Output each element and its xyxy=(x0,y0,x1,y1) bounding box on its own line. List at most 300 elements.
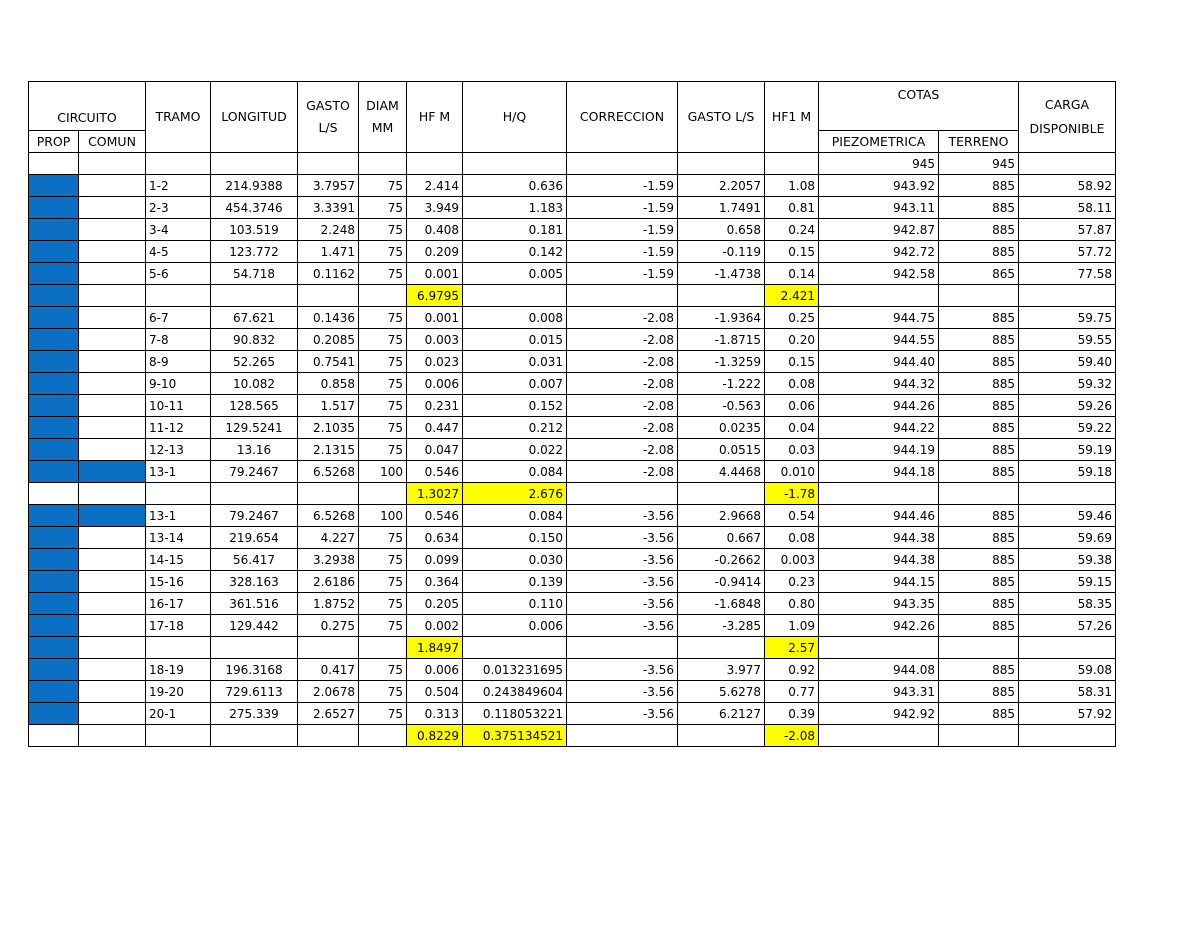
cell-comun xyxy=(79,263,146,285)
header-cotas: COTAS xyxy=(819,82,1019,131)
cell-tramo xyxy=(146,285,211,307)
cell-diam xyxy=(359,725,407,747)
cell-hfm: 0.504 xyxy=(407,681,463,703)
cell-hfm: 0.001 xyxy=(407,263,463,285)
cell-gasto: 0.275 xyxy=(298,615,359,637)
cell-comun xyxy=(79,417,146,439)
cell-gasto xyxy=(298,285,359,307)
cell-terreno: 885 xyxy=(939,681,1019,703)
cell-correccion: -2.08 xyxy=(567,329,678,351)
cell-diam xyxy=(359,483,407,505)
cell-gasto-ls: 3.977 xyxy=(678,659,765,681)
cell-piezometrica: 943.11 xyxy=(819,197,939,219)
cell-gasto: 1.517 xyxy=(298,395,359,417)
cell-carga: 59.15 xyxy=(1019,571,1116,593)
cell-correccion: -3.56 xyxy=(567,527,678,549)
cell-diam: 75 xyxy=(359,549,407,571)
cell-hq: 0.118053221 xyxy=(463,703,567,725)
cell-hf1m xyxy=(765,153,819,175)
cell-longitud: 129.442 xyxy=(211,615,298,637)
cell-gasto: 0.1436 xyxy=(298,307,359,329)
cell-piezometrica: 942.92 xyxy=(819,703,939,725)
cell-gasto-ls: 0.0235 xyxy=(678,417,765,439)
cell-diam: 75 xyxy=(359,263,407,285)
cell-gasto: 2.1315 xyxy=(298,439,359,461)
cell-tramo: 8-9 xyxy=(146,351,211,373)
cell-terreno: 885 xyxy=(939,615,1019,637)
cell-hq: 0.150 xyxy=(463,527,567,549)
cell-comun xyxy=(79,241,146,263)
cell-longitud: 52.265 xyxy=(211,351,298,373)
cell-longitud xyxy=(211,483,298,505)
cell-terreno: 885 xyxy=(939,197,1019,219)
cell-piezometrica: 944.38 xyxy=(819,549,939,571)
cell-gasto: 0.7541 xyxy=(298,351,359,373)
cell-correccion: -3.56 xyxy=(567,681,678,703)
table-row xyxy=(29,703,1116,725)
cell-carga xyxy=(1019,153,1116,175)
cell-comun xyxy=(79,681,146,703)
cell-hq: 0.013231695 xyxy=(463,659,567,681)
header-disponible-label: DISPONIBLE xyxy=(1029,121,1105,136)
cell-gasto: 0.858 xyxy=(298,373,359,395)
header-gasto xyxy=(298,82,359,153)
table-row xyxy=(29,351,1116,373)
cell-gasto-ls xyxy=(678,483,765,505)
cell-longitud: 275.339 xyxy=(211,703,298,725)
cell-longitud: 54.718 xyxy=(211,263,298,285)
table-row xyxy=(29,681,1116,703)
cell-hq: 0.015 xyxy=(463,329,567,351)
cell-diam: 75 xyxy=(359,417,407,439)
cell-hf1m: 0.77 xyxy=(765,681,819,703)
cell-diam: 75 xyxy=(359,241,407,263)
cell-gasto: 2.6186 xyxy=(298,571,359,593)
cell-comun xyxy=(79,659,146,681)
cell-hf1m: 2.57 xyxy=(765,637,819,659)
cell-hq: 0.243849604 xyxy=(463,681,567,703)
cell-hfm: 0.364 xyxy=(407,571,463,593)
cell-correccion xyxy=(567,153,678,175)
cell-hfm: 0.003 xyxy=(407,329,463,351)
cell-comun xyxy=(79,483,146,505)
cell-prop xyxy=(29,725,79,747)
cell-hfm: 0.006 xyxy=(407,373,463,395)
cell-gasto-ls: -0.119 xyxy=(678,241,765,263)
cell-hq xyxy=(463,637,567,659)
cell-piezometrica xyxy=(819,725,939,747)
table-row xyxy=(29,175,1116,197)
cell-hfm: 0.408 xyxy=(407,219,463,241)
cell-hf1m: 0.06 xyxy=(765,395,819,417)
cell-diam: 75 xyxy=(359,615,407,637)
cell-hq: 0.008 xyxy=(463,307,567,329)
cell-prop xyxy=(29,615,79,637)
cell-hf1m: 1.08 xyxy=(765,175,819,197)
cell-gasto-ls: -1.8715 xyxy=(678,329,765,351)
cell-comun xyxy=(79,351,146,373)
cell-longitud xyxy=(211,637,298,659)
cell-correccion: -2.08 xyxy=(567,395,678,417)
cell-terreno: 885 xyxy=(939,439,1019,461)
cell-terreno: 885 xyxy=(939,571,1019,593)
table-row xyxy=(29,417,1116,439)
cell-correccion xyxy=(567,725,678,747)
cell-gasto: 6.5268 xyxy=(298,461,359,483)
cell-piezometrica: 944.15 xyxy=(819,571,939,593)
cell-terreno xyxy=(939,285,1019,307)
table-row xyxy=(29,307,1116,329)
cell-tramo: 14-15 xyxy=(146,549,211,571)
cell-carga: 59.22 xyxy=(1019,417,1116,439)
cell-gasto-ls xyxy=(678,725,765,747)
cell-hq: 0.375134521 xyxy=(463,725,567,747)
cell-longitud: 13.16 xyxy=(211,439,298,461)
cell-longitud: 219.654 xyxy=(211,527,298,549)
cell-diam: 75 xyxy=(359,307,407,329)
header-comun: COMUN xyxy=(79,131,146,153)
cell-diam: 75 xyxy=(359,659,407,681)
cell-hfm: 0.546 xyxy=(407,505,463,527)
cell-comun xyxy=(79,615,146,637)
cell-piezometrica: 944.46 xyxy=(819,505,939,527)
cell-gasto-ls: 0.0515 xyxy=(678,439,765,461)
cell-carga: 57.87 xyxy=(1019,219,1116,241)
cell-piezometrica xyxy=(819,637,939,659)
cell-tramo: 16-17 xyxy=(146,593,211,615)
table-row xyxy=(29,373,1116,395)
cell-carga: 59.26 xyxy=(1019,395,1116,417)
header-prop: PROP xyxy=(29,131,79,153)
cell-piezometrica xyxy=(819,285,939,307)
cell-terreno xyxy=(939,483,1019,505)
cell-terreno: 885 xyxy=(939,351,1019,373)
cell-carga xyxy=(1019,483,1116,505)
header-piezometrica: PIEZOMETRICA xyxy=(819,131,939,153)
cell-carga: 59.38 xyxy=(1019,549,1116,571)
cell-comun xyxy=(79,175,146,197)
cell-terreno: 885 xyxy=(939,175,1019,197)
cell-piezometrica: 944.40 xyxy=(819,351,939,373)
cell-correccion: -1.59 xyxy=(567,175,678,197)
cell-hfm: 0.002 xyxy=(407,615,463,637)
cell-comun xyxy=(79,197,146,219)
cell-hf1m: 0.08 xyxy=(765,373,819,395)
cell-longitud: 56.417 xyxy=(211,549,298,571)
cell-gasto-ls: -1.4738 xyxy=(678,263,765,285)
cell-diam: 75 xyxy=(359,219,407,241)
cell-correccion: -1.59 xyxy=(567,241,678,263)
cell-gasto: 2.6527 xyxy=(298,703,359,725)
header-gasto-unit: L/S xyxy=(318,120,338,135)
cell-prop xyxy=(29,659,79,681)
cell-piezometrica: 943.92 xyxy=(819,175,939,197)
cell-comun xyxy=(79,329,146,351)
header-diam xyxy=(359,82,407,153)
cell-longitud: 129.5241 xyxy=(211,417,298,439)
cell-carga: 58.31 xyxy=(1019,681,1116,703)
cell-hq: 0.212 xyxy=(463,417,567,439)
table-row xyxy=(29,197,1116,219)
cell-terreno: 885 xyxy=(939,307,1019,329)
table-row xyxy=(29,505,1116,527)
cell-correccion: -1.59 xyxy=(567,263,678,285)
cell-diam: 75 xyxy=(359,681,407,703)
cell-comun xyxy=(79,395,146,417)
cell-hfm: 0.205 xyxy=(407,593,463,615)
cell-tramo: 11-12 xyxy=(146,417,211,439)
cell-gasto: 4.227 xyxy=(298,527,359,549)
cell-hf1m: 0.20 xyxy=(765,329,819,351)
cell-tramo: 3-4 xyxy=(146,219,211,241)
cell-hq: 0.181 xyxy=(463,219,567,241)
cell-longitud: 79.2467 xyxy=(211,461,298,483)
cell-hfm: 0.8229 xyxy=(407,725,463,747)
cell-correccion: -3.56 xyxy=(567,571,678,593)
cell-terreno: 885 xyxy=(939,659,1019,681)
cell-comun xyxy=(79,439,146,461)
cell-correccion: -3.56 xyxy=(567,703,678,725)
cell-prop xyxy=(29,549,79,571)
cell-gasto: 3.2938 xyxy=(298,549,359,571)
cell-comun xyxy=(79,505,146,527)
cell-correccion xyxy=(567,483,678,505)
cell-hfm: 6.9795 xyxy=(407,285,463,307)
cell-hq: 0.084 xyxy=(463,505,567,527)
cell-tramo: 4-5 xyxy=(146,241,211,263)
cell-terreno: 885 xyxy=(939,219,1019,241)
cell-tramo: 13-14 xyxy=(146,527,211,549)
cell-hf1m: 0.15 xyxy=(765,241,819,263)
cell-hq: 0.006 xyxy=(463,615,567,637)
cell-diam: 75 xyxy=(359,329,407,351)
cell-tramo: 1-2 xyxy=(146,175,211,197)
cell-hfm: 0.099 xyxy=(407,549,463,571)
header-gasto-ls: GASTO L/S xyxy=(678,82,765,153)
cell-gasto-ls: -1.222 xyxy=(678,373,765,395)
cell-hq: 0.142 xyxy=(463,241,567,263)
cell-longitud: 361.516 xyxy=(211,593,298,615)
cell-longitud: 328.163 xyxy=(211,571,298,593)
cell-prop xyxy=(29,197,79,219)
table-row xyxy=(29,153,1116,175)
table-row xyxy=(29,527,1116,549)
cell-hf1m: 0.003 xyxy=(765,549,819,571)
cell-hf1m: 0.15 xyxy=(765,351,819,373)
cell-gasto: 6.5268 xyxy=(298,505,359,527)
cell-longitud: 123.772 xyxy=(211,241,298,263)
header-carga-label: CARGA xyxy=(1044,97,1090,112)
cell-terreno: 885 xyxy=(939,417,1019,439)
cell-gasto xyxy=(298,483,359,505)
header-hf1m: HF1 M xyxy=(765,82,819,153)
cell-diam: 75 xyxy=(359,197,407,219)
cell-correccion: -2.08 xyxy=(567,373,678,395)
cell-tramo xyxy=(146,637,211,659)
cell-correccion: -2.08 xyxy=(567,351,678,373)
cell-piezometrica: 944.26 xyxy=(819,395,939,417)
cell-gasto: 2.0678 xyxy=(298,681,359,703)
cell-gasto-ls: -0.9414 xyxy=(678,571,765,593)
cell-comun xyxy=(79,593,146,615)
cell-terreno: 885 xyxy=(939,527,1019,549)
cell-prop xyxy=(29,483,79,505)
cell-diam: 75 xyxy=(359,439,407,461)
cell-tramo: 18-19 xyxy=(146,659,211,681)
cell-tramo xyxy=(146,483,211,505)
table-row xyxy=(29,461,1116,483)
cell-carga: 57.92 xyxy=(1019,703,1116,725)
cell-hfm: 1.3027 xyxy=(407,483,463,505)
cell-carga: 59.18 xyxy=(1019,461,1116,483)
header-hq: H/Q xyxy=(463,82,567,153)
cell-gasto-ls: 2.2057 xyxy=(678,175,765,197)
cell-prop xyxy=(29,703,79,725)
cell-hf1m: 0.92 xyxy=(765,659,819,681)
table-row xyxy=(29,549,1116,571)
cell-prop xyxy=(29,241,79,263)
cell-carga: 77.58 xyxy=(1019,263,1116,285)
cell-terreno: 885 xyxy=(939,593,1019,615)
cell-comun xyxy=(79,571,146,593)
table-row xyxy=(29,329,1116,351)
cell-longitud: 454.3746 xyxy=(211,197,298,219)
cell-diam: 75 xyxy=(359,351,407,373)
cell-diam: 75 xyxy=(359,175,407,197)
cell-piezometrica: 942.72 xyxy=(819,241,939,263)
cell-longitud xyxy=(211,725,298,747)
cell-hq: 0.022 xyxy=(463,439,567,461)
cell-comun xyxy=(79,703,146,725)
cell-carga: 59.19 xyxy=(1019,439,1116,461)
cell-gasto-ls: 0.658 xyxy=(678,219,765,241)
cell-gasto: 0.2085 xyxy=(298,329,359,351)
cell-comun xyxy=(79,637,146,659)
cell-tramo: 5-6 xyxy=(146,263,211,285)
cell-prop xyxy=(29,263,79,285)
cell-gasto-ls: 4.4468 xyxy=(678,461,765,483)
cell-carga: 58.92 xyxy=(1019,175,1116,197)
cell-hf1m: 1.09 xyxy=(765,615,819,637)
cell-gasto-ls: -1.3259 xyxy=(678,351,765,373)
cell-prop xyxy=(29,175,79,197)
cell-correccion xyxy=(567,637,678,659)
cell-comun xyxy=(79,527,146,549)
cell-gasto-ls: 6.2127 xyxy=(678,703,765,725)
cell-gasto: 1.471 xyxy=(298,241,359,263)
cell-carga: 57.26 xyxy=(1019,615,1116,637)
cell-correccion: -3.56 xyxy=(567,615,678,637)
cell-prop xyxy=(29,417,79,439)
table-row xyxy=(29,725,1116,747)
cell-tramo: 17-18 xyxy=(146,615,211,637)
cell-tramo: 13-1 xyxy=(146,505,211,527)
header-terreno: TERRENO xyxy=(939,131,1019,153)
cell-comun xyxy=(79,307,146,329)
cell-piezometrica: 944.75 xyxy=(819,307,939,329)
cell-terreno: 885 xyxy=(939,505,1019,527)
cell-carga: 59.32 xyxy=(1019,373,1116,395)
cell-comun xyxy=(79,725,146,747)
cell-piezometrica: 944.22 xyxy=(819,417,939,439)
cell-hf1m: 0.04 xyxy=(765,417,819,439)
cell-terreno: 885 xyxy=(939,549,1019,571)
cell-hf1m: 0.25 xyxy=(765,307,819,329)
cell-hq: 1.183 xyxy=(463,197,567,219)
cell-comun xyxy=(79,373,146,395)
cell-longitud: 10.082 xyxy=(211,373,298,395)
cell-hq: 0.031 xyxy=(463,351,567,373)
cell-diam: 100 xyxy=(359,461,407,483)
table-row xyxy=(29,659,1116,681)
cell-comun xyxy=(79,285,146,307)
cell-hq: 0.084 xyxy=(463,461,567,483)
cell-carga xyxy=(1019,637,1116,659)
cell-longitud: 90.832 xyxy=(211,329,298,351)
table-row xyxy=(29,571,1116,593)
cell-gasto: 0.1162 xyxy=(298,263,359,285)
cell-correccion: -3.56 xyxy=(567,659,678,681)
table-row xyxy=(29,637,1116,659)
cell-gasto-ls: -3.285 xyxy=(678,615,765,637)
cell-longitud: 196.3168 xyxy=(211,659,298,681)
cell-diam xyxy=(359,285,407,307)
cell-carga: 59.69 xyxy=(1019,527,1116,549)
cell-tramo: 2-3 xyxy=(146,197,211,219)
cell-longitud: 79.2467 xyxy=(211,505,298,527)
cell-prop xyxy=(29,571,79,593)
cell-diam: 75 xyxy=(359,373,407,395)
table-row xyxy=(29,615,1116,637)
cell-piezometrica: 944.38 xyxy=(819,527,939,549)
cell-gasto xyxy=(298,637,359,659)
cell-prop xyxy=(29,219,79,241)
cell-hfm: 0.447 xyxy=(407,417,463,439)
cell-gasto xyxy=(298,725,359,747)
cell-longitud: 729.6113 xyxy=(211,681,298,703)
header-diam-unit: MM xyxy=(371,120,394,135)
table-row xyxy=(29,593,1116,615)
cell-carga: 59.55 xyxy=(1019,329,1116,351)
cell-gasto: 0.417 xyxy=(298,659,359,681)
cell-piezometrica: 943.31 xyxy=(819,681,939,703)
cell-diam: 75 xyxy=(359,593,407,615)
table-row xyxy=(29,219,1116,241)
cell-hf1m: -2.08 xyxy=(765,725,819,747)
header-circuito: CIRCUITO xyxy=(29,82,146,131)
cell-gasto-ls: 1.7491 xyxy=(678,197,765,219)
cell-diam: 100 xyxy=(359,505,407,527)
cell-terreno: 885 xyxy=(939,373,1019,395)
cell-longitud: 103.519 xyxy=(211,219,298,241)
header-hfm: HF M xyxy=(407,82,463,153)
cell-hq: 0.110 xyxy=(463,593,567,615)
cell-carga: 58.11 xyxy=(1019,197,1116,219)
cell-terreno: 945 xyxy=(939,153,1019,175)
cell-hf1m: 0.03 xyxy=(765,439,819,461)
header-diam-label: DIAM xyxy=(366,98,399,113)
cell-hq: 0.005 xyxy=(463,263,567,285)
cell-correccion: -3.56 xyxy=(567,593,678,615)
cell-piezometrica: 944.08 xyxy=(819,659,939,681)
cell-tramo: 19-20 xyxy=(146,681,211,703)
cell-hfm: 2.414 xyxy=(407,175,463,197)
cell-hq: 0.636 xyxy=(463,175,567,197)
hydraulic-calculation-table xyxy=(28,81,1116,747)
cell-prop xyxy=(29,593,79,615)
cell-gasto: 3.3391 xyxy=(298,197,359,219)
cell-prop xyxy=(29,637,79,659)
